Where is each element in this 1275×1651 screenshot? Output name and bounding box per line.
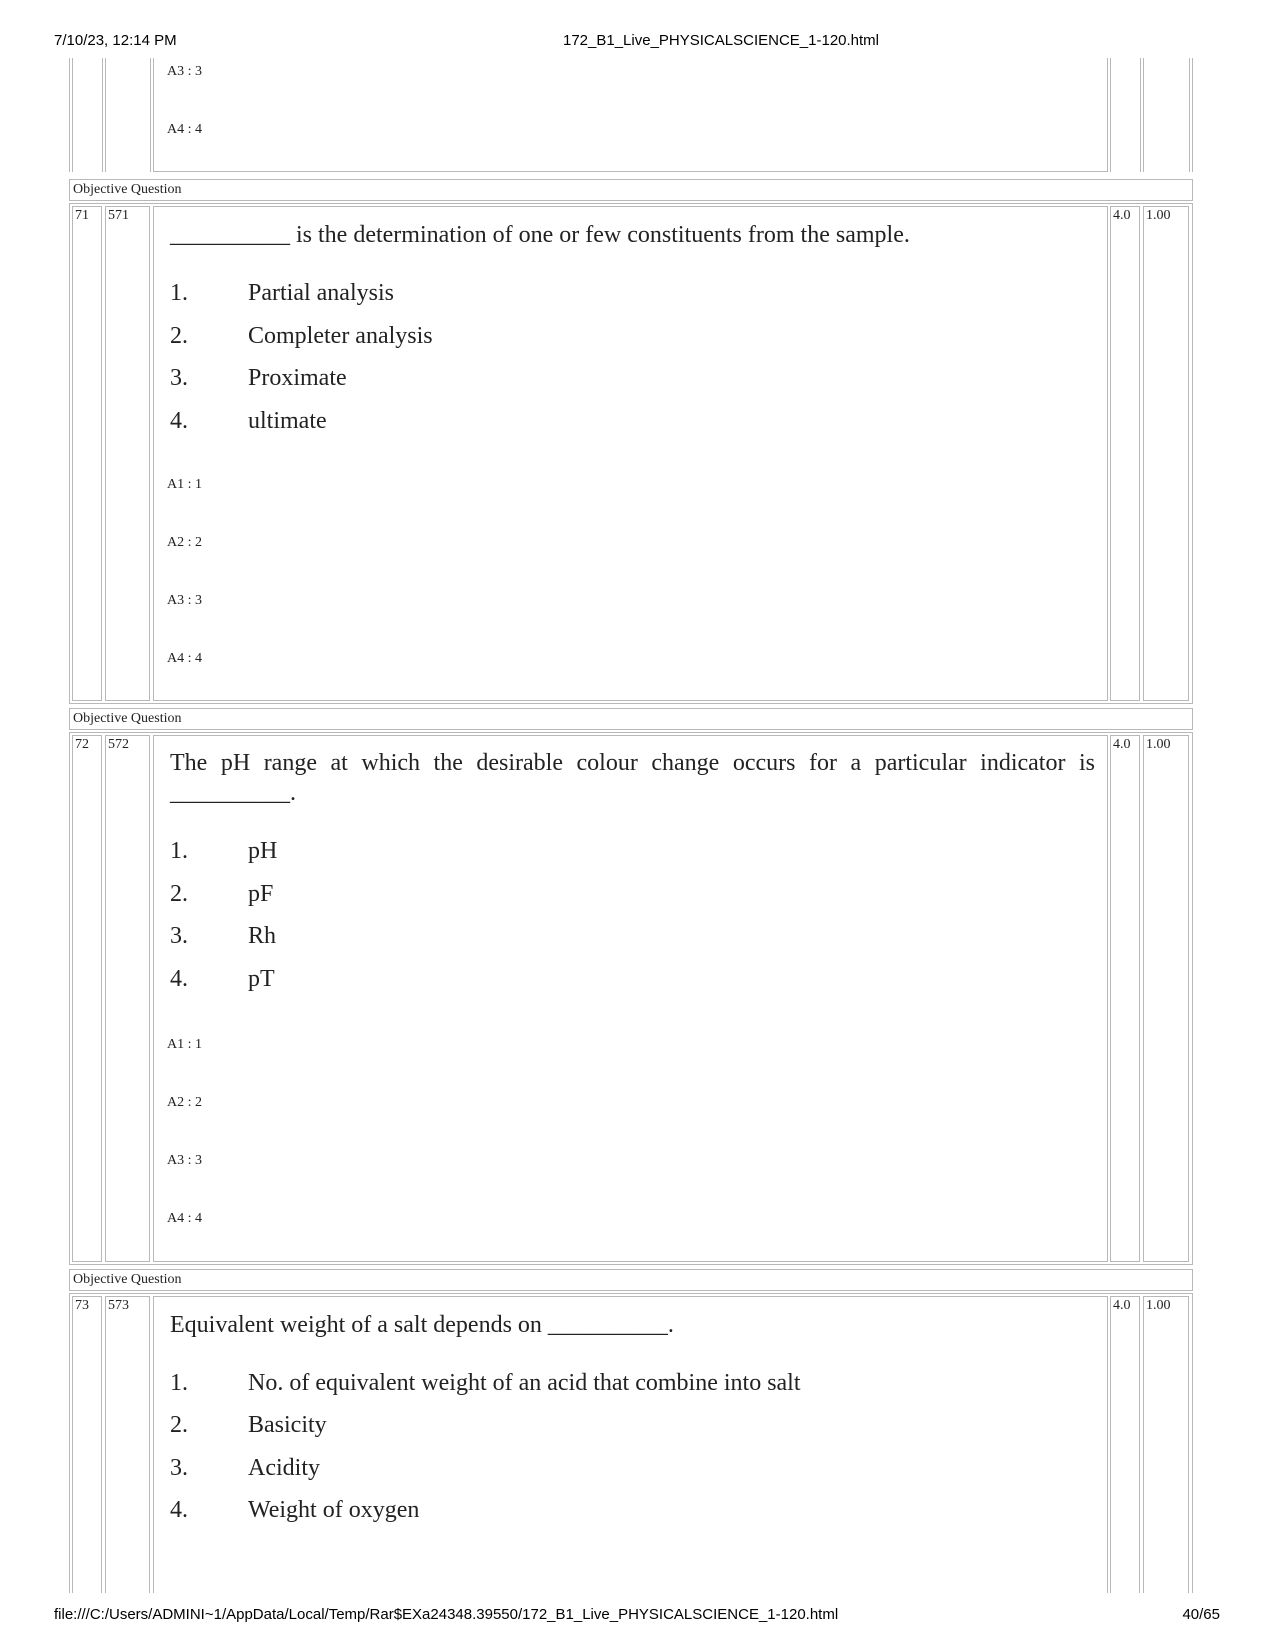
table-border — [150, 58, 151, 172]
question-id: 573 — [108, 1298, 129, 1313]
question-id: 572 — [108, 737, 129, 752]
table-border — [1107, 58, 1108, 172]
section-label: Objective Question — [73, 182, 182, 197]
option-number: 3. — [170, 365, 188, 391]
option-text: pF — [248, 881, 274, 907]
option-number: 2. — [170, 881, 188, 907]
table-border — [153, 58, 154, 172]
question-negative: 1.00 — [1146, 1298, 1171, 1313]
question-marks: 4.0 — [1113, 1298, 1131, 1313]
table-border — [69, 58, 70, 172]
option-text: No. of equivalent weight of an acid that combine into salt — [248, 1370, 801, 1396]
marks-cell — [1110, 206, 1140, 701]
question-id: 571 — [108, 208, 129, 223]
table-border — [1189, 58, 1190, 172]
section-label: Objective Question — [73, 711, 182, 726]
negative-cell — [1143, 206, 1189, 701]
qid-cell — [105, 206, 150, 701]
option-text: pH — [248, 838, 278, 864]
option-text: Acidity — [248, 1455, 320, 1481]
option-number: 1. — [170, 838, 188, 864]
answer-key: A2 : 2 — [167, 535, 202, 550]
marks-cell — [1110, 1296, 1140, 1593]
answer-key: A4 : 4 — [167, 122, 202, 137]
question-marks: 4.0 — [1113, 737, 1131, 752]
option-text: Proximate — [248, 365, 347, 391]
option-number: 3. — [170, 923, 188, 949]
option-text: Weight of oxygen — [248, 1497, 420, 1523]
option-number: 1. — [170, 1370, 188, 1396]
table-border — [1140, 58, 1141, 172]
table-border — [72, 58, 73, 172]
section-row — [69, 1269, 1193, 1291]
option-number: 3. — [170, 1455, 188, 1481]
question-marks: 4.0 — [1113, 208, 1131, 223]
option-number: 4. — [170, 408, 188, 434]
table-border — [105, 58, 106, 172]
question-negative: 1.00 — [1146, 737, 1171, 752]
answer-key: A4 : 4 — [167, 651, 202, 666]
option-text: Completer analysis — [248, 323, 433, 349]
option-text: Rh — [248, 923, 277, 949]
table-border — [102, 58, 103, 172]
negative-cell — [1143, 1296, 1189, 1593]
table-border — [153, 171, 1108, 173]
answer-key: A3 : 3 — [167, 593, 202, 608]
question-serial: 71 — [75, 208, 89, 223]
serial-cell — [72, 1296, 102, 1593]
question-text: Equivalent weight of a salt depends on __________. — [170, 1312, 674, 1338]
qid-cell — [105, 735, 150, 1262]
option-number: 2. — [170, 323, 188, 349]
serial-cell — [72, 206, 102, 701]
answer-key: A3 : 3 — [167, 64, 202, 79]
question-serial: 72 — [75, 737, 89, 752]
option-number: 4. — [170, 966, 188, 992]
print-datetime: 7/10/23, 12:14 PM — [54, 32, 177, 49]
print-file-path: file:///C:/Users/ADMINI~1/AppData/Local/Temp/Rar$EXa24348.39550/172_B1_Live_PHYSICALSCIENCE_1-120.html — [54, 1606, 839, 1623]
question-cell — [153, 1296, 1108, 1593]
option-number: 4. — [170, 1497, 188, 1523]
table-border — [1110, 58, 1111, 172]
answer-key: A1 : 1 — [167, 1037, 202, 1052]
section-row — [69, 708, 1193, 730]
print-doc-title: 172_B1_Live_PHYSICALSCIENCE_1-120.html — [563, 32, 880, 49]
question-text: __________ is the determination of one or few constituents from the sample. — [170, 222, 910, 248]
serial-cell — [72, 735, 102, 1262]
section-row — [69, 179, 1193, 201]
negative-cell — [1143, 735, 1189, 1262]
option-text: Basicity — [248, 1412, 327, 1438]
option-text: pT — [248, 966, 275, 992]
question-text: The pH range at which the desirable colour change occurs for a particular indicator is __________. — [170, 750, 1095, 806]
qid-cell — [105, 1296, 150, 1593]
answer-key: A2 : 2 — [167, 1095, 202, 1110]
question-cell — [153, 735, 1108, 1262]
option-number: 1. — [170, 280, 188, 306]
marks-cell — [1110, 735, 1140, 1262]
table-border — [1192, 58, 1193, 172]
option-text: Partial analysis — [248, 280, 394, 306]
print-page-number: 40/65 — [1182, 1606, 1220, 1623]
table-border — [1143, 58, 1144, 172]
option-text: ultimate — [248, 408, 327, 434]
section-label: Objective Question — [73, 1272, 182, 1287]
question-negative: 1.00 — [1146, 208, 1171, 223]
answer-key: A1 : 1 — [167, 477, 202, 492]
answer-key: A4 : 4 — [167, 1211, 202, 1226]
question-serial: 73 — [75, 1298, 89, 1313]
answer-key: A3 : 3 — [167, 1153, 202, 1168]
option-number: 2. — [170, 1412, 188, 1438]
